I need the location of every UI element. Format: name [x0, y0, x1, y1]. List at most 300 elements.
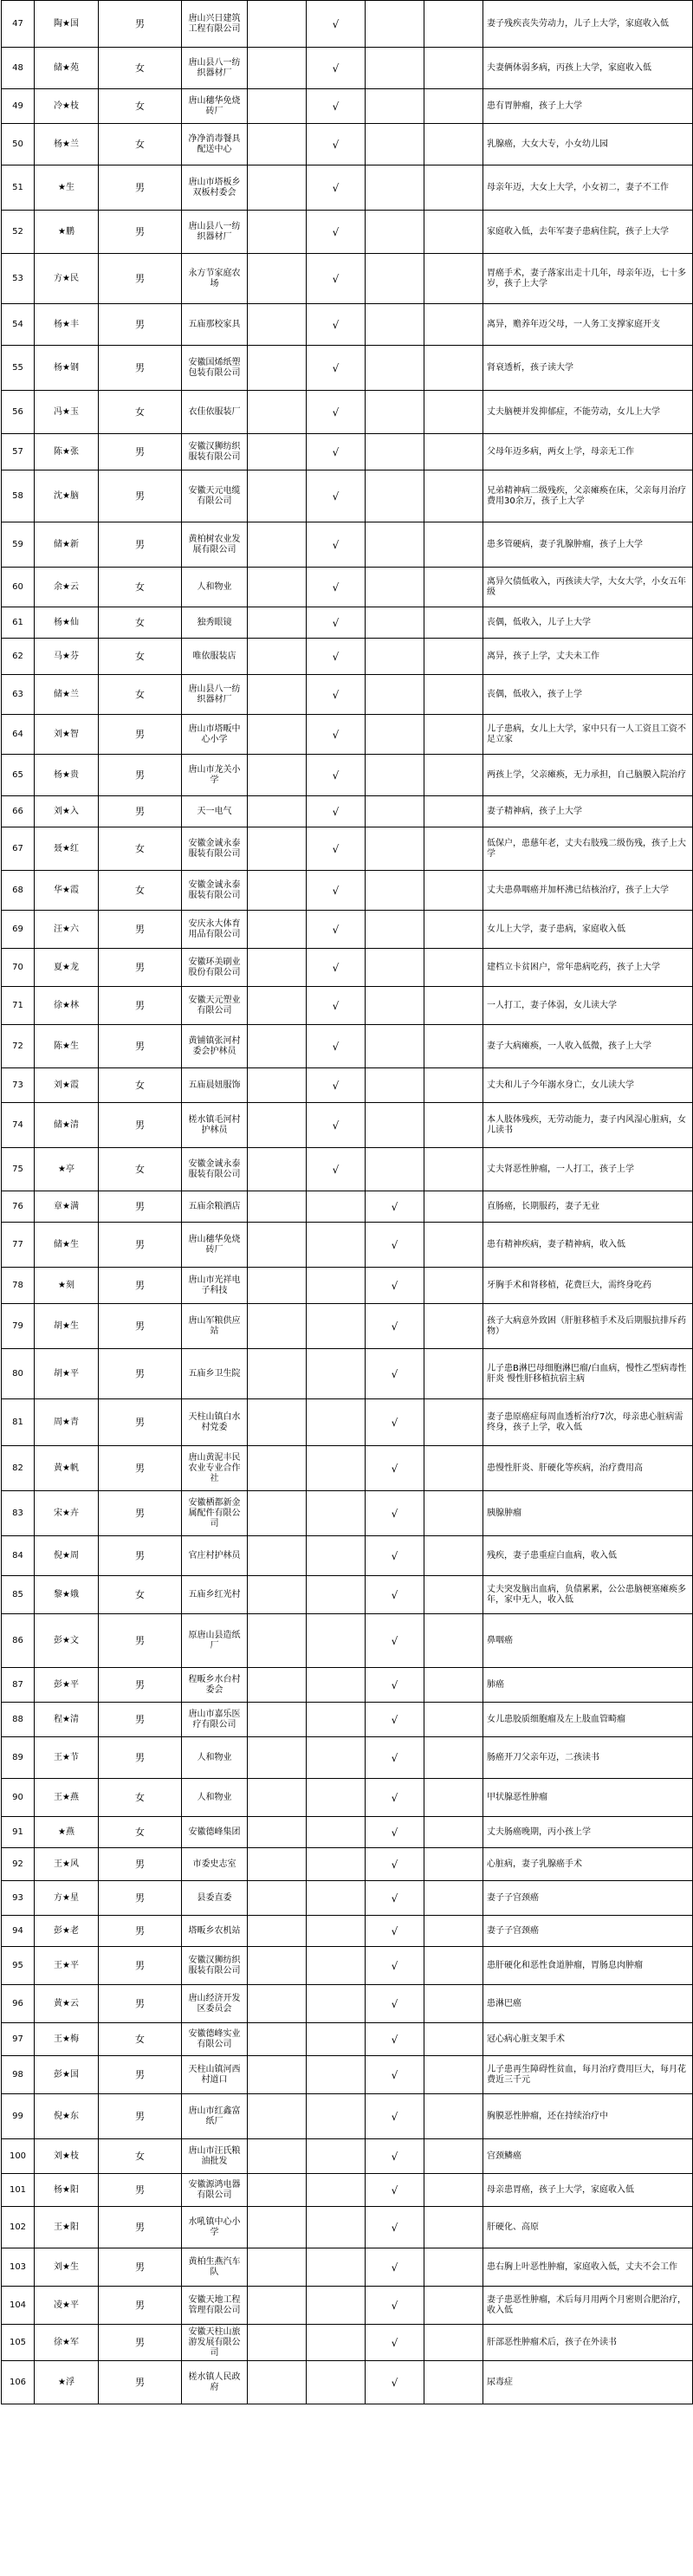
work-unit-cell: 人和物业: [182, 1737, 248, 1779]
hardship-reason-cell: 本人肢体残疾，无劳动能力，妻子内风湿心脏病，女儿读书: [483, 1103, 693, 1148]
col-d-mark-cell: [424, 165, 483, 211]
hardship-reason-cell: 两孩上学，父亲瘫痪，无力承担，自己脑膜入院治疗: [483, 755, 693, 796]
col-c-mark-cell: [366, 675, 424, 715]
gender-cell: 女: [99, 1148, 182, 1191]
col-d-mark-cell: [424, 1025, 483, 1068]
table-row: [2, 607, 693, 639]
work-unit-cell: 安徽天地工程管理有限公司: [182, 2287, 248, 2325]
hardship-reason-cell: 尿毒症: [483, 2361, 693, 2404]
table-row: [2, 1103, 693, 1148]
employee-name-cell: 凌★平: [35, 2287, 99, 2325]
hardship-reason-cell: 儿子患再生障碍性贫血，每月治疗费用巨大，每月花费近三千元: [483, 2056, 693, 2094]
work-unit-cell: 唐山兴日建筑工程有限公司: [182, 1, 248, 48]
col-a-mark-cell: [248, 1614, 307, 1668]
gender-cell: 女: [99, 2139, 182, 2174]
row-number-cell: 66: [2, 796, 35, 827]
col-d-mark-cell: [424, 2325, 483, 2361]
employee-name-cell: 方★星: [35, 1881, 99, 1916]
employee-name-cell: 彭★老: [35, 1916, 99, 1947]
col-b-mark-cell: [307, 1576, 366, 1614]
col-a-mark-cell: [248, 2023, 307, 2056]
employee-name-cell: 杨★阳: [35, 2174, 99, 2207]
col-a-mark-cell: [248, 89, 307, 124]
col-d-mark-cell: [424, 2361, 483, 2404]
hardship-reason-cell: 丈夫脑梗并发抑郁症，不能劳动，女儿上大学: [483, 391, 693, 434]
table-row: [2, 2023, 693, 2056]
employee-name-cell: 黄★云: [35, 1985, 99, 2023]
col-a-mark-cell: [248, 568, 307, 607]
col-b-mark-cell: [307, 1703, 366, 1737]
col-c-mark-cell: [366, 434, 424, 470]
employee-name-cell: 王★风: [35, 1848, 99, 1881]
row-number-cell: 106: [2, 2361, 35, 2404]
table-row: [2, 1703, 693, 1737]
row-number-cell: 64: [2, 715, 35, 755]
col-d-mark-cell: [424, 2139, 483, 2174]
employee-name-cell: 马★芬: [35, 639, 99, 675]
table-row: [2, 987, 693, 1025]
row-number-cell: 67: [2, 827, 35, 871]
row-number-cell: 58: [2, 470, 35, 522]
gender-cell: 男: [99, 1985, 182, 2023]
hardship-reason-cell: 心脏病，妻子乳腺癌手术: [483, 1848, 693, 1881]
hardship-reason-cell: 患慢性肝炎、肝硬化等疾病，治疗费用高: [483, 1446, 693, 1491]
employee-name-cell: 储★清: [35, 1103, 99, 1148]
col-b-mark-cell: [307, 2207, 366, 2248]
col-a-mark-cell: [248, 1025, 307, 1068]
hardship-reason-cell: 妻子精神病，孩子上大学: [483, 796, 693, 827]
col-c-mark-cell: √: [366, 1916, 424, 1947]
work-unit-cell: 唯依服装店: [182, 639, 248, 675]
employee-name-cell: 王★阳: [35, 2207, 99, 2248]
employee-name-cell: 王★梅: [35, 2023, 99, 2056]
col-d-mark-cell: [424, 124, 483, 165]
work-unit-cell: 安徽汉狮纺织服装有限公司: [182, 434, 248, 470]
work-unit-cell: 唐山军粮供应站: [182, 1304, 248, 1349]
table-row: [2, 1223, 693, 1268]
work-unit-cell: 槎水镇毛河村护林员: [182, 1103, 248, 1148]
col-b-mark-cell: [307, 1223, 366, 1268]
gender-cell: 女: [99, 48, 182, 89]
col-a-mark-cell: [248, 1068, 307, 1103]
table-row: [2, 827, 693, 871]
col-a-mark-cell: [248, 1223, 307, 1268]
col-a-mark-cell: [248, 124, 307, 165]
col-b-mark-cell: √: [307, 675, 366, 715]
col-b-mark-cell: √: [307, 211, 366, 254]
col-a-mark-cell: [248, 304, 307, 346]
employee-name-cell: 冯★玉: [35, 391, 99, 434]
gender-cell: 男: [99, 2056, 182, 2094]
table-row: [2, 1446, 693, 1491]
work-unit-cell: 官庄村护林员: [182, 1536, 248, 1576]
col-a-mark-cell: [248, 1536, 307, 1576]
col-b-mark-cell: √: [307, 48, 366, 89]
work-unit-cell: 安徽环美刷业股份有限公司: [182, 949, 248, 987]
col-a-mark-cell: [248, 1148, 307, 1191]
gender-cell: 男: [99, 911, 182, 949]
col-b-mark-cell: √: [307, 871, 366, 911]
col-d-mark-cell: [424, 522, 483, 568]
employee-name-cell: 杨★兰: [35, 124, 99, 165]
table-row: [2, 2056, 693, 2094]
col-a-mark-cell: [248, 1304, 307, 1349]
gender-cell: 男: [99, 434, 182, 470]
gender-cell: 男: [99, 1399, 182, 1446]
col-b-mark-cell: [307, 1446, 366, 1491]
col-c-mark-cell: √: [366, 1668, 424, 1703]
col-a-mark-cell: [248, 2361, 307, 2404]
gender-cell: 女: [99, 675, 182, 715]
employee-name-cell: 冷★枝: [35, 89, 99, 124]
col-d-mark-cell: [424, 2023, 483, 2056]
table-row: [2, 949, 693, 987]
col-b-mark-cell: [307, 2056, 366, 2094]
gender-cell: 男: [99, 1223, 182, 1268]
employee-name-cell: 王★平: [35, 1947, 99, 1985]
row-number-cell: 74: [2, 1103, 35, 1148]
employee-name-cell: 刘★枝: [35, 2139, 99, 2174]
col-a-mark-cell: [248, 1349, 307, 1399]
row-number-cell: 56: [2, 391, 35, 434]
col-a-mark-cell: [248, 796, 307, 827]
table-row: [2, 1817, 693, 1848]
hardship-reason-cell: 甲状腺恶性肿瘤: [483, 1779, 693, 1817]
row-number-cell: 78: [2, 1268, 35, 1304]
gender-cell: 女: [99, 568, 182, 607]
hardship-reason-cell: 妻子残疾丧失劳动力，儿子上大学，家庭收入低: [483, 1, 693, 48]
col-d-mark-cell: [424, 568, 483, 607]
work-unit-cell: 县委直委: [182, 1881, 248, 1916]
col-c-mark-cell: [366, 827, 424, 871]
gender-cell: 男: [99, 1536, 182, 1576]
work-unit-cell: 五庙那校家具: [182, 304, 248, 346]
col-d-mark-cell: [424, 1223, 483, 1268]
col-d-mark-cell: [424, 1191, 483, 1223]
employee-name-cell: 王★节: [35, 1737, 99, 1779]
row-number-cell: 72: [2, 1025, 35, 1068]
col-d-mark-cell: [424, 949, 483, 987]
work-unit-cell: 安徽天元塑业有限公司: [182, 987, 248, 1025]
table-row: [2, 2174, 693, 2207]
col-b-mark-cell: [307, 1916, 366, 1947]
col-b-mark-cell: √: [307, 165, 366, 211]
hardship-reason-cell: 丈夫和儿子今年溺水身亡，女儿读大学: [483, 1068, 693, 1103]
employee-name-cell: ★浮: [35, 2361, 99, 2404]
work-unit-cell: 唐山县八一纺织器材厂: [182, 211, 248, 254]
col-b-mark-cell: [307, 1268, 366, 1304]
table-row: [2, 89, 693, 124]
work-unit-cell: 唐山黄泥丰民农业专业合作社: [182, 1446, 248, 1491]
col-d-mark-cell: [424, 254, 483, 304]
hardship-reason-cell: 女儿患胶质细胞瘤及左上肢血管畸瘤: [483, 1703, 693, 1737]
work-unit-cell: 唐山县八一纺织器材厂: [182, 675, 248, 715]
row-number-cell: 96: [2, 1985, 35, 2023]
col-a-mark-cell: [248, 1103, 307, 1148]
hardship-reason-cell: 患肝硬化和恶性食道肿瘤，胃肠息肉肿瘤: [483, 1947, 693, 1985]
hardship-reason-cell: 牙胸手术和肾移植，花费巨大，需终身吃药: [483, 1268, 693, 1304]
col-a-mark-cell: [248, 1268, 307, 1304]
row-number-cell: 92: [2, 1848, 35, 1881]
col-d-mark-cell: [424, 911, 483, 949]
hardship-reason-cell: 直肠癌，长期服药，妻子无业: [483, 1191, 693, 1223]
col-b-mark-cell: √: [307, 1, 366, 48]
col-a-mark-cell: [248, 1191, 307, 1223]
table-row: [2, 2248, 693, 2287]
col-d-mark-cell: [424, 871, 483, 911]
employee-name-cell: 刘★生: [35, 2248, 99, 2287]
col-b-mark-cell: [307, 1349, 366, 1399]
col-c-mark-cell: [366, 124, 424, 165]
row-number-cell: 100: [2, 2139, 35, 2174]
table-row: [2, 1148, 693, 1191]
col-d-mark-cell: [424, 1304, 483, 1349]
col-a-mark-cell: [248, 1848, 307, 1881]
col-d-mark-cell: [424, 1668, 483, 1703]
table-row: [2, 1491, 693, 1536]
gender-cell: 女: [99, 1068, 182, 1103]
col-c-mark-cell: √: [366, 1848, 424, 1881]
gender-cell: 男: [99, 165, 182, 211]
col-c-mark-cell: √: [366, 2056, 424, 2094]
col-c-mark-cell: √: [366, 1536, 424, 1576]
row-number-cell: 69: [2, 911, 35, 949]
table-row: [2, 1, 693, 48]
col-a-mark-cell: [248, 1, 307, 48]
row-number-cell: 76: [2, 1191, 35, 1223]
col-b-mark-cell: [307, 2023, 366, 2056]
col-d-mark-cell: [424, 1737, 483, 1779]
hardship-reason-cell: 离异欠债低收入，丙孩读大学，大女大学，小女五年级: [483, 568, 693, 607]
work-unit-cell: 永方节家庭农场: [182, 254, 248, 304]
col-c-mark-cell: √: [366, 1737, 424, 1779]
work-unit-cell: 安徽汉狮纺织服装有限公司: [182, 1947, 248, 1985]
col-b-mark-cell: [307, 2174, 366, 2207]
col-b-mark-cell: √: [307, 1148, 366, 1191]
hardship-reason-cell: 丈夫突发脑出血病，负债累累，公公患脑梗塞瘫痪多年，家中无人，收入低: [483, 1576, 693, 1614]
work-unit-cell: 五庙乡卫生院: [182, 1349, 248, 1399]
work-unit-cell: 槎水镇人民政府: [182, 2361, 248, 2404]
col-a-mark-cell: [248, 1668, 307, 1703]
gender-cell: 男: [99, 1349, 182, 1399]
employee-name-cell: 陶★国: [35, 1, 99, 48]
hardship-reason-cell: 一人打工，妻子体弱，女儿读大学: [483, 987, 693, 1025]
col-c-mark-cell: [366, 304, 424, 346]
col-b-mark-cell: √: [307, 434, 366, 470]
col-d-mark-cell: [424, 89, 483, 124]
col-c-mark-cell: √: [366, 2207, 424, 2248]
gender-cell: 男: [99, 211, 182, 254]
hardship-reason-cell: 胸膜恶性肿瘤，还在持续治疗中: [483, 2094, 693, 2139]
table-body: [2, 1, 693, 2404]
col-c-mark-cell: [366, 715, 424, 755]
col-d-mark-cell: [424, 1268, 483, 1304]
row-number-cell: 94: [2, 1916, 35, 1947]
col-c-mark-cell: √: [366, 1491, 424, 1536]
row-number-cell: 52: [2, 211, 35, 254]
table-row: [2, 1536, 693, 1576]
hardship-reason-cell: 母亲年迈，大女上大学，小女初二，妻子不工作: [483, 165, 693, 211]
col-d-mark-cell: [424, 827, 483, 871]
employee-name-cell: 杨★钢: [35, 346, 99, 391]
gender-cell: 男: [99, 2207, 182, 2248]
gender-cell: 女: [99, 124, 182, 165]
col-d-mark-cell: [424, 1576, 483, 1614]
col-c-mark-cell: √: [366, 1349, 424, 1399]
hardship-reason-cell: 离异，孩子上学，丈夫未工作: [483, 639, 693, 675]
gender-cell: 女: [99, 391, 182, 434]
employee-name-cell: 杨★仙: [35, 607, 99, 639]
hardship-reason-cell: 妻子子宫颈癌: [483, 1881, 693, 1916]
row-number-cell: 79: [2, 1304, 35, 1349]
row-number-cell: 62: [2, 639, 35, 675]
work-unit-cell: 唐山经济开发区委员会: [182, 1985, 248, 2023]
work-unit-cell: 安徽天元电缆有限公司: [182, 470, 248, 522]
col-c-mark-cell: √: [366, 2325, 424, 2361]
table-row: [2, 1191, 693, 1223]
table-row: [2, 211, 693, 254]
work-unit-cell: 唐山市红鑫富纸厂: [182, 2094, 248, 2139]
work-unit-cell: 安徽国烯纸塑包装有限公司: [182, 346, 248, 391]
col-b-mark-cell: [307, 1536, 366, 1576]
gender-cell: 男: [99, 796, 182, 827]
row-number-cell: 84: [2, 1536, 35, 1576]
gender-cell: 男: [99, 1025, 182, 1068]
col-b-mark-cell: √: [307, 715, 366, 755]
gender-cell: 女: [99, 2023, 182, 2056]
work-unit-cell: 人和物业: [182, 1779, 248, 1817]
col-c-mark-cell: √: [366, 2139, 424, 2174]
col-a-mark-cell: [248, 755, 307, 796]
row-number-cell: 54: [2, 304, 35, 346]
row-number-cell: 90: [2, 1779, 35, 1817]
row-number-cell: 82: [2, 1446, 35, 1491]
col-d-mark-cell: [424, 2287, 483, 2325]
hardship-reason-cell: 肾衰透析，孩子读大学: [483, 346, 693, 391]
col-d-mark-cell: [424, 211, 483, 254]
table-row: [2, 1349, 693, 1399]
table-row: [2, 911, 693, 949]
col-d-mark-cell: [424, 1703, 483, 1737]
gender-cell: 男: [99, 304, 182, 346]
col-c-mark-cell: [366, 639, 424, 675]
gender-cell: 男: [99, 949, 182, 987]
hardship-reason-cell: 离异，赡养年迈父母，一人务工支撑家庭开支: [483, 304, 693, 346]
row-number-cell: 83: [2, 1491, 35, 1536]
hardship-reason-cell: 肝硬化、高原: [483, 2207, 693, 2248]
col-d-mark-cell: [424, 1614, 483, 1668]
col-d-mark-cell: [424, 1103, 483, 1148]
row-number-cell: 89: [2, 1737, 35, 1779]
table-row: [2, 1881, 693, 1916]
col-d-mark-cell: [424, 1848, 483, 1881]
hardship-reason-cell: 儿子患B淋巴母细胞淋巴瘤/白血病，慢性乙型病毒性肝炎 慢性肝移植抗宿主病: [483, 1349, 693, 1399]
col-b-mark-cell: √: [307, 254, 366, 304]
row-number-cell: 101: [2, 2174, 35, 2207]
work-unit-cell: 黄柏树农业发展有限公司: [182, 522, 248, 568]
hardship-reason-cell: 丈夫患鼻咽癌并加杯沸已结核治疗，孩子上大学: [483, 871, 693, 911]
employee-name-cell: 倪★周: [35, 1536, 99, 1576]
table-row: [2, 165, 693, 211]
employee-name-cell: 方★民: [35, 254, 99, 304]
employee-name-cell: 王★燕: [35, 1779, 99, 1817]
col-b-mark-cell: [307, 1947, 366, 1985]
table-row: [2, 522, 693, 568]
col-a-mark-cell: [248, 1881, 307, 1916]
employee-name-cell: 储★苑: [35, 48, 99, 89]
employee-name-cell: 程★清: [35, 1703, 99, 1737]
table-row: [2, 715, 693, 755]
col-c-mark-cell: [366, 1, 424, 48]
col-c-mark-cell: [366, 607, 424, 639]
col-d-mark-cell: [424, 391, 483, 434]
row-number-cell: 98: [2, 2056, 35, 2094]
hardship-reason-cell: 乳腺癌，大女大专，小女幼儿园: [483, 124, 693, 165]
table-row: [2, 1399, 693, 1446]
col-b-mark-cell: [307, 2139, 366, 2174]
row-number-cell: 70: [2, 949, 35, 987]
row-number-cell: 57: [2, 434, 35, 470]
employee-name-cell: 沈★脑: [35, 470, 99, 522]
col-a-mark-cell: [248, 827, 307, 871]
row-number-cell: 47: [2, 1, 35, 48]
col-d-mark-cell: [424, 2248, 483, 2287]
col-b-mark-cell: √: [307, 796, 366, 827]
col-c-mark-cell: √: [366, 1985, 424, 2023]
work-unit-cell: 唐山穗华免烧砖厂: [182, 1223, 248, 1268]
employee-name-cell: 储★生: [35, 1223, 99, 1268]
table-row: [2, 1576, 693, 1614]
table-row: [2, 48, 693, 89]
col-b-mark-cell: √: [307, 89, 366, 124]
hardship-reason-cell: 患有精神疾病，妻子精神病，收入低: [483, 1223, 693, 1268]
col-a-mark-cell: [248, 1817, 307, 1848]
col-d-mark-cell: [424, 2174, 483, 2207]
col-d-mark-cell: [424, 1779, 483, 1817]
col-a-mark-cell: [248, 1399, 307, 1446]
table-row: [2, 1614, 693, 1668]
work-unit-cell: 天一电气: [182, 796, 248, 827]
row-number-cell: 61: [2, 607, 35, 639]
col-d-mark-cell: [424, 1349, 483, 1399]
table-row: [2, 639, 693, 675]
table-row: [2, 796, 693, 827]
work-unit-cell: 安徽德峰实业有限公司: [182, 2023, 248, 2056]
col-d-mark-cell: [424, 1947, 483, 1985]
col-a-mark-cell: [248, 607, 307, 639]
gender-cell: 男: [99, 755, 182, 796]
table-row: [2, 346, 693, 391]
col-c-mark-cell: [366, 796, 424, 827]
col-c-mark-cell: √: [366, 1446, 424, 1491]
employee-name-cell: 徐★军: [35, 2325, 99, 2361]
work-unit-cell: 水吼镇中心小学: [182, 2207, 248, 2248]
gender-cell: 男: [99, 522, 182, 568]
col-a-mark-cell: [248, 434, 307, 470]
employee-name-cell: ★燕: [35, 1817, 99, 1848]
hardship-reason-cell: 母亲患胃癌，孩子上大学，家庭收入低: [483, 2174, 693, 2207]
table-row: [2, 675, 693, 715]
col-a-mark-cell: [248, 254, 307, 304]
col-c-mark-cell: [366, 1148, 424, 1191]
work-unit-cell: 唐山市塔畈中心小学: [182, 715, 248, 755]
employee-name-cell: 彭★文: [35, 1614, 99, 1668]
row-number-cell: 63: [2, 675, 35, 715]
col-c-mark-cell: √: [366, 1817, 424, 1848]
table-row: [2, 1985, 693, 2023]
col-c-mark-cell: √: [366, 1191, 424, 1223]
hardship-reason-cell: 患多管硬病，妻子乳腺肿瘤，孩子上大学: [483, 522, 693, 568]
